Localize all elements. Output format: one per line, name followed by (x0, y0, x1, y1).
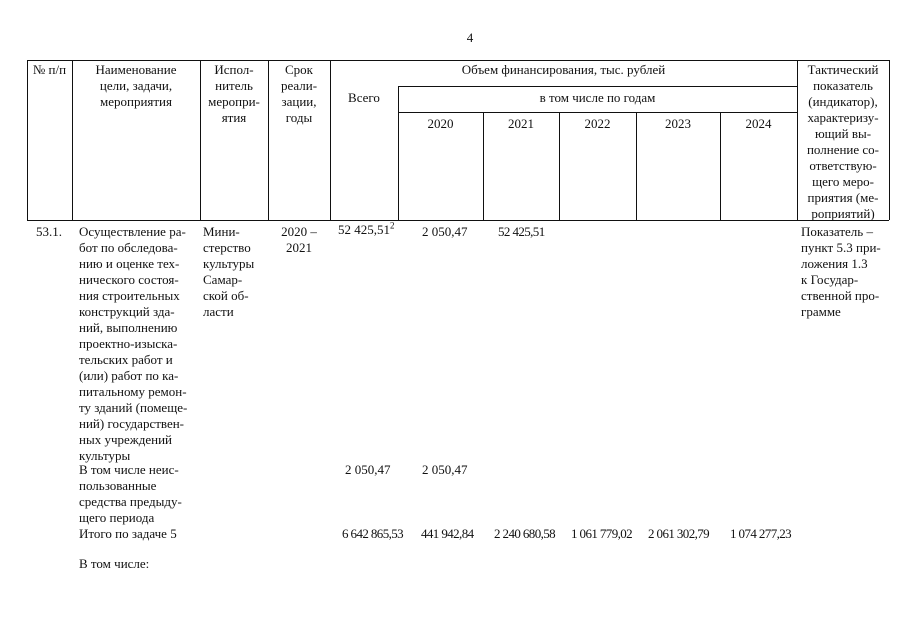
header-year-2023: 2023 (665, 116, 691, 131)
unused-funds-total: 2 050,47 (345, 462, 391, 477)
footnote-mark: 2 (390, 220, 395, 231)
unused-funds-label: В том числе неис- пользованные средства предыду- щего периода (79, 462, 182, 525)
total-task5-2024: 1 074 277,23 (730, 526, 792, 541)
row-2021: 52 425,51 (498, 224, 545, 239)
row-2020: 2 050,47 (422, 224, 468, 239)
total-task5-2023: 2 061 302,79 (648, 526, 710, 541)
header-indicator: Тактический показатель (индикатор), характеризу- ющий вы- полнение со- ответствую- щего меро- приятия (ме- роприятий) (806, 62, 880, 221)
row-executor: Мини- стерство культуры Самар- ской об- ласти (203, 224, 255, 319)
row-term: 2020 – 2021 (281, 224, 317, 255)
total-task5-total: 6 642 865,53 (342, 526, 404, 541)
header-num: № п/п (32, 62, 67, 77)
unused-funds-2020: 2 050,47 (422, 462, 468, 477)
total-task5-2020: 441 942,84 (421, 526, 474, 541)
header-by-years: в том числе по годам (539, 90, 656, 105)
header-financing: Объем финансирования, тыс. рублей (461, 62, 666, 77)
header-total: Всего (348, 90, 380, 105)
total-task5-2022: 1 061 779,02 (571, 526, 633, 541)
header-year-2020: 2020 (427, 116, 454, 131)
row-name: Осуществление ра- бот по обследова- нию и оценке тех- нического состоя- ния строительных конструкций зда- ний, выполнению проектно-изыска- тельских работ и (или) работ по ка- питальному ремон- ту зданий (помеще- ний) государствен- ных учреждений культуры (79, 224, 188, 463)
header-term: Срок реали- зации, годы (280, 62, 318, 125)
row-indicator: Показатель – пункт 5.3 при- ложения 1.3 к Государ- ственной про- грамме (801, 224, 881, 319)
including-label: В том числе: (79, 556, 150, 571)
header-year-2022: 2022 (584, 116, 611, 131)
header-year-2021: 2021 (508, 116, 534, 131)
header-year-2024: 2024 (745, 116, 772, 131)
row-total: 52 425,51$^2$ (338, 220, 395, 237)
header-name: Наименование цели, задачи, мероприятия (95, 62, 177, 109)
header-executor: Испол- нитель меропри- ятия (208, 62, 260, 125)
page-number: 4 (466, 30, 474, 45)
row-num: 53.1. (36, 224, 62, 239)
total-task5-label: Итого по задаче 5 (79, 526, 177, 541)
total-task5-2021: 2 240 680,58 (494, 526, 556, 541)
